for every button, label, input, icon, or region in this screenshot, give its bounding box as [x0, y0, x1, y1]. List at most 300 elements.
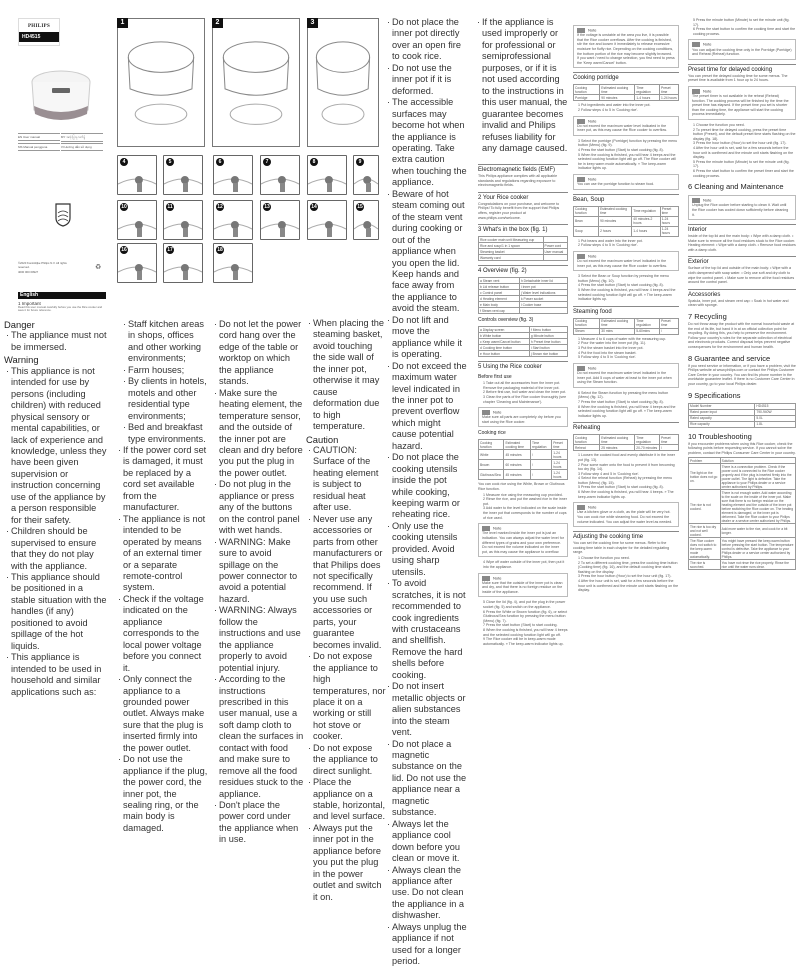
note-heading: Note	[577, 119, 675, 124]
table-cell: The light on the button does not go on.	[689, 464, 721, 490]
table-cell: The rice is not cooked.	[689, 490, 721, 524]
figure-thumb-8	[307, 155, 347, 195]
table-cell: Rice and soup/1 in 1 spoon	[479, 243, 544, 249]
table-cell: Rated capacity	[689, 415, 755, 421]
table-cell: Estimated cooking time	[600, 85, 635, 95]
subsection-heading: Cooking rice	[478, 430, 506, 437]
table-row	[479, 308, 568, 314]
table-cell: Brown	[479, 460, 504, 470]
table-cell: Model Number	[689, 403, 755, 409]
paragraph: Do not throw away the product with the normal household waste at the end of its life, but hand it in at an official collection point for recycling. By doing this, you help to preserve the environment. Follow your country's rules for the separate collection of electrical and electronic products. Correct disposal helps prevent negative consequences for the environment and human health.	[688, 322, 795, 349]
paragraph: You can set the cooking time for some menus. Refer to the cooking time table in each chapter for the detailed regulating range.	[573, 541, 670, 555]
bullet-item: · This appliance is intended to be used in household and similar applications such as:	[4, 652, 108, 698]
table-row	[574, 216, 679, 226]
table-cell: 1-24 hours	[660, 226, 678, 236]
table-cell: 45 minutes	[504, 450, 531, 460]
note-box	[688, 39, 796, 59]
table-row	[574, 328, 679, 334]
table-cell: /	[660, 328, 679, 334]
table-cell: a Display screen	[479, 327, 530, 333]
figure-number: 2	[212, 18, 223, 28]
table-cell: c Control panel	[479, 290, 520, 296]
table-cell: Estimated cooking time	[600, 435, 635, 445]
paragraph: You can cook rice using the White, Brown or Glutinous Rice function.	[478, 482, 565, 492]
table-cell: Porridge	[574, 95, 600, 101]
note-text: Do not exceed the maximum water level indicated in the inner pot, as this may cause the Rice cooker to overflow.	[577, 259, 667, 268]
paragraph: If you encounter problems when using this Rice cooker, check the following points before requesting service. If you cannot solve the problem, contact the Philips Consumer Care Center in your country.	[688, 441, 796, 455]
table-cell: 90 minutes	[600, 95, 635, 101]
figure-number: 3	[307, 18, 318, 28]
figure-number: 1	[117, 18, 128, 28]
table-cell: Rice cooker main unit Measuring cup	[479, 237, 544, 243]
table-cell: Soup	[574, 226, 599, 236]
bullet-item: · To avoid scratches, it is not recommended to cook ingredients with crustaceans and shellfish. Remove the hard shells before cooking.	[385, 578, 467, 681]
important-heading: 1 Important	[18, 301, 41, 306]
table-cell: b Lid release button	[479, 284, 520, 290]
table-cell: f Menu button	[529, 327, 567, 333]
text-column-5	[385, 17, 467, 968]
table-cell: h Preset time button	[529, 339, 567, 345]
bullet-item: · Do not insert metallic objects or alien substances into the steam vent.	[385, 681, 467, 738]
table-cell: Preset time	[660, 206, 678, 216]
table-cell: 40 minutes-2 hours	[632, 216, 660, 226]
section-heading: Caution	[306, 433, 339, 445]
table-cell: There is a connection problem. Check if the power cord is connected to the Rice cooker properly and if the plug is inserted firmly into the power outlet. The light is defective. Take the appliance to your Philips dealer or a service center authorized by Philips.	[720, 464, 795, 490]
table-row	[479, 470, 568, 480]
table-row	[689, 538, 796, 560]
bullet-item: · Don't place the power cord under the appliance when in use.	[212, 800, 304, 846]
numbered-step: 2 Rinse the rice, and put the washed rice in the inner pot.	[483, 497, 567, 506]
table-cell: 5-60mins	[635, 328, 660, 334]
appliance-drawing-icon	[308, 19, 378, 146]
numbered-step: 6 Select the Steam function by pressing the menu button (Menu) (fig. 12).	[578, 390, 669, 400]
figure-number: 13	[264, 204, 270, 210]
note-heading: Note	[577, 505, 675, 510]
sub-bullet-item: · Bed and breakfast type environments.	[116, 422, 208, 445]
figure-thumb-4	[117, 155, 157, 195]
note-text: Make sure all parts are completely dry before you start using the Rice cooker.	[482, 415, 561, 424]
figure-number: 12	[217, 204, 223, 210]
table-cell: 1-24 hours	[552, 450, 568, 460]
philips-logo	[18, 18, 60, 46]
bullet-item: · Only connect the appliance to a grounded power outlet. Always make sure that the plug is inserted firmly into the power outlet.	[116, 674, 208, 754]
numbered-step: 2 To preset time for delayed cooking, press the preset time button (Preset), and the default preset time starts flashing on the display (fig. 18).	[693, 127, 796, 141]
bullet-item: · Do not plug in the appliance or press any of the buttons on the control panel with wet hands.	[212, 479, 304, 536]
note-box	[478, 573, 568, 598]
chapter-heading: 7 Recycling	[688, 312, 727, 322]
section-heading: Warning	[4, 354, 39, 366]
table-cell: c Keep warm/Cancel button	[479, 339, 530, 345]
figure-thumb-17	[163, 243, 203, 283]
figure-number: 6	[216, 158, 224, 166]
table-row	[574, 95, 679, 101]
model-number: HD4515	[19, 32, 59, 42]
table-cell: j Water level indications	[519, 290, 567, 296]
bullet-item: · Do not expose the appliance to direct sunlight.	[306, 743, 386, 777]
figure-thumb-11	[163, 200, 203, 240]
figure-thumb-5	[163, 155, 203, 195]
table-cell: 90 minutes	[599, 216, 632, 226]
table-cell: Cooking function	[574, 435, 600, 445]
note-box	[573, 116, 679, 136]
figure-number: 10	[121, 204, 127, 210]
note-heading: Note	[692, 89, 792, 94]
philips-shield-icon	[55, 203, 71, 227]
numbered-step: 1 Put ingredients and water into the inner pot.	[578, 103, 651, 108]
table-cell: You might have pressed the keep-warm button before pressing the start button. The temperature control is defective. Take the appliance to your Philips dealer or a service center authorized by Philips.	[720, 538, 795, 560]
table-cell: User manual	[543, 249, 567, 255]
table-cell: Cooking function	[574, 206, 599, 216]
table-cell	[519, 308, 567, 314]
figure-thumb-18	[213, 243, 253, 283]
document-code: 4000 000 00927	[18, 270, 39, 275]
bullet-item: · If the appliance is used improperly or for professional or semiprofessional purposes, or if it is not used according to the instructions in this user manual, the guarantee becomes invalid and Philips refuses liability for any damage caused.	[475, 17, 569, 154]
numbered-step: 2 Pour some water onto the food to prevent it from becoming too dry (fig. 14).	[578, 462, 675, 472]
numbered-step: 3 Select the porridge (Porridge) function by pressing the menu button (Menu) (fig. 9).	[578, 138, 678, 148]
bullet-item: · Always clean the appliance after use. Do not clean the appliance in a dishwasher.	[385, 865, 467, 922]
numbered-step: 4 After the hour unit is set, wait for a few seconds before the hour unit is confirmed and the minute unit starts flashing on the display.	[693, 146, 794, 160]
table-cell: 1-24 hours	[660, 216, 678, 226]
section-heading: Reheating	[573, 422, 679, 432]
bullet-item: · If the power cord set is damaged, it must be replaced by a cord set available from the manufacturer.	[116, 445, 208, 514]
numbered-step: 6 When the cooking is finished, you will hear 4 beeps. » The keep-warm indicator lights up.	[578, 490, 674, 499]
chapter-heading: 8 Guarantee and service	[688, 353, 771, 363]
table-cell: Preset time	[552, 440, 568, 450]
numbered-step: 3 Select the Bean or Soup function by pressing the menu button (Menu) (fig. 10).	[578, 274, 669, 283]
table-cell: d Cooking time button	[479, 345, 530, 351]
bullet-item: · According to the instructions prescribed in this user manual, use a soft damp cloth to clean the surfaces in contact with food and make sure to remove all the food residues stuck to the appliance.	[212, 674, 304, 800]
table-cell: /	[531, 460, 552, 470]
data-table	[688, 457, 796, 570]
note-heading: Note	[692, 198, 792, 203]
bullet-item: · The appliance is not intended to be operated by means of an external timer or a separate remote-control system.	[116, 514, 208, 594]
table-cell: Time regulation	[531, 440, 552, 450]
table-cell: j Brown rice button	[529, 351, 567, 357]
language-ms: MS Manual pengguna	[18, 143, 60, 151]
copyright	[18, 262, 78, 275]
bullet-item: · Do not lift and move the appliance while it is operating.	[385, 315, 467, 361]
table-cell: f Steam vent cap	[479, 308, 520, 314]
numbered-step: 2 To set a different cooking time, press the cooking time button (Cooking time) (fig. 16), and the default cooking time starts flashing on the display.	[578, 560, 678, 574]
brand-name: PHILIPS	[27, 24, 51, 29]
table-cell: Rated power input	[689, 409, 755, 415]
paragraph: This Philips appliance complies with all applicable standards and regulations regarding exposure to electromagnetic fields.	[478, 174, 558, 188]
note-heading: Note	[482, 576, 564, 581]
text-column-3	[212, 319, 304, 846]
note-box	[573, 251, 679, 271]
numbered-step: 5 Close the lid (fig. 4), and put the plug in the power socket (fig. 5) and switch on the appliance.	[483, 600, 566, 610]
table-cell: 30 mins	[600, 328, 635, 334]
paragraph: Congratulations on your purchase, and welcome to Philips! To fully benefit from the support that Philips offers, register your product at www.philips.com/welcome.	[478, 201, 560, 220]
table-cell: k Power socket	[519, 296, 567, 302]
numbered-step: 8 When the cooking is finished, you will hear 4 beeps and the selected cooking function light will go off.	[483, 628, 568, 637]
appliance-drawing-icon	[118, 19, 204, 146]
note-heading: Note	[482, 410, 564, 415]
numbered-step: 5 Press the minute button (Minute) to set the minute unit (fig. 17).	[693, 159, 790, 169]
copyright-text: ©2020 Koninklijke Philips N.V. All rights reserved.	[18, 261, 67, 269]
table-cell: Rice capacity	[689, 421, 755, 427]
table-cell: d Heating element	[479, 296, 520, 302]
figure-number: 16	[121, 247, 127, 253]
section-heading: Exterior	[688, 256, 796, 266]
table-cell: 60 minutes	[504, 460, 531, 470]
numbered-step: 5 Press the start button (Start) to start cooking (fig. 8).	[578, 485, 664, 490]
note-heading: Note	[577, 254, 675, 259]
table-row	[574, 226, 679, 236]
figure-thumb-9	[353, 155, 379, 195]
numbered-step: 1 Loosen the cooked food and evenly distribute it in the inner pot (fig. 13).	[578, 453, 675, 462]
numbered-step: 9 The Rice cooker will be in keep-warm mode automatically. » The keep-warm indicator lights up.	[483, 637, 564, 646]
table-cell: Preset time	[660, 318, 679, 328]
language-my: MY အသုံးပြုသူလက်စွဲ	[61, 133, 103, 142]
important-section	[18, 301, 106, 313]
numbered-step: 6 Press the start button to confirm the cooking time and start the cooking process.	[693, 27, 796, 36]
bullet-item: · The appliance must not be immersed.	[4, 330, 108, 353]
section-heading: 3 What's in the box (fig. 1)	[478, 224, 568, 234]
bullet-item: · This appliance is not intended for use by persons (including children) with reduced physical sensory or mental capabilities, or lack of experience and knowledge, unless they have been given supervision or instruction concerning use of the appliance by a person responsible for their safety.	[4, 366, 108, 526]
text-column-7	[478, 160, 568, 646]
table-cell: Estimated cooking time	[504, 440, 531, 450]
note-text: You can use the porridge function to steam food.	[577, 182, 655, 187]
important-text: Read this user manual carefully before you use the Rice cooker and save it for future reference.	[18, 305, 103, 313]
table-cell: The rice is too dry and not well cooked.	[689, 524, 721, 538]
figure-number: 8	[310, 158, 318, 166]
bullet-item: · Always let the appliance cool down before you clean or move it.	[385, 819, 467, 865]
bullet-item: · Do not exceed the maximum water level indicated in the inner pot to prevent overflow which might cause potential hazard.	[385, 361, 467, 453]
table-cell: l Cooker base	[519, 302, 567, 308]
bullet-item: · Do not place the cooking utensils inside the pot while cooking, keeping warm or reheating rice.	[385, 452, 467, 521]
table-cell: 20-70 minutes	[635, 445, 660, 451]
note-heading: Note	[577, 366, 675, 371]
table-cell: Steaming basket	[479, 249, 544, 255]
note-text: The level marked inside the inner pot is just an indication. You can always adjust the water level for different types of grains and your own preference. Do not exceed the volume indicated on the inner pot, as this may cause the appliance to overflow.	[482, 531, 564, 554]
figure-thumb-14	[307, 200, 347, 240]
bullet-item: · WARNING: Always follow the instructions and use the appliance properly to avoid potential injury.	[212, 605, 304, 674]
figure-thumb-12	[213, 200, 253, 240]
sub-bullet-item: · By clients in hotels, motels and other residential type environments;	[116, 376, 208, 422]
bullet-item: · Never use any accessories or parts from other manufacturers or that Philips does not specifically recommend. If you use such accessories or parts, your guarantee becomes invalid.	[306, 514, 386, 651]
note-text: Do not exceed the maximum water level indicated in the inner pot, as this may cause the Rice cooker to overflow.	[577, 123, 667, 133]
table-cell: 790-940W	[755, 409, 796, 415]
note-text: The preset timer is not available in the reheat (Reheat) function. The cooking process will be finished by the time the preset time has elapsed. If the preset time you set is shorter than the cooking time, the appliance will start the cooking process immediately.	[692, 94, 789, 117]
numbered-step: 1 Measure 4 to 6 cups of water with the measuring cup.	[578, 336, 667, 341]
table-cell: 1-4 hours	[635, 95, 660, 101]
data-table	[573, 206, 679, 237]
table-row	[479, 440, 568, 450]
note-box	[688, 86, 796, 120]
bullet-item: · Do not use the appliance if the plug, the power cord, the inner pot, the sealing ring, or the main body is damaged.	[116, 754, 208, 834]
table-cell: Time regulation	[632, 206, 660, 216]
table-cell: 1-24 hours	[552, 470, 568, 480]
table-cell: Power cord	[543, 243, 567, 249]
table-cell: e Main body	[479, 302, 520, 308]
table-cell: 1.8L	[755, 421, 796, 427]
table-cell: The Rice cooker does not switch to the keep-warm mode automatically.	[689, 538, 721, 560]
language-vi: VI Hướng dẫn sử dụng	[61, 143, 103, 151]
language-list	[18, 133, 106, 152]
table-cell: i Inner pot	[519, 284, 567, 290]
bullet-item: · Place the appliance on a stable, horizontal, and level surface.	[306, 777, 386, 823]
text-column-4	[306, 318, 386, 903]
figure-panel-2	[212, 18, 300, 147]
chapter-heading: 9 Specifications	[688, 390, 741, 400]
data-table	[478, 277, 568, 314]
table-cell: Warranty card	[479, 255, 544, 261]
bullet-item: · Always put the inner pot in the appliance before you put the plug in the power outlet and switch it on.	[306, 823, 386, 903]
section-heading: Adjusting the cooking time	[573, 531, 679, 541]
numbered-step: 7 Press the start button (Start) to start cooking (fig. 8).	[578, 399, 664, 404]
table-cell: Cooking function	[479, 440, 504, 450]
figure-number: 4	[120, 158, 128, 166]
section-heading: 2 Your Rice cooker	[478, 192, 568, 202]
numbered-step: 8 When the cooking is finished, you will hear 4 beeps and the selected cooking function light will go off. » The keep-warm indicator lights up.	[578, 404, 676, 418]
numbered-step: 2 Follow steps 4 to 5 in 'Cooking rice'.	[578, 107, 639, 112]
table-cell: e Hour button	[479, 351, 530, 357]
note-box	[478, 523, 568, 557]
data-table	[573, 318, 679, 335]
table-row	[479, 255, 568, 261]
note-heading: Note	[692, 42, 792, 47]
text-column-2	[116, 319, 208, 834]
rice-cooker-image	[30, 68, 92, 124]
figure-number: 7	[263, 158, 271, 166]
figure-number: 18	[217, 247, 223, 253]
table-cell: Cooking function	[574, 318, 600, 328]
data-table	[573, 84, 679, 101]
sub-bullet-item: · Staff kitchen areas in shops, offices and other working environments;	[116, 319, 208, 365]
table-cell: Add more water to the rice, and cook for a bit longer.	[720, 524, 795, 538]
note-box	[573, 25, 679, 68]
numbered-step: 6 Press the start button to confirm the preset timer and start the cooking process.	[693, 168, 794, 178]
bullet-item: · Make sure the heating element, the temperature sensor, and the outside of the inner pot are clean and dry before you put the plug in the power outlet.	[212, 388, 304, 480]
table-cell	[543, 255, 567, 261]
table-cell: a Steam vent	[479, 278, 520, 284]
table-cell: White	[479, 450, 504, 460]
appliance-drawing-icon	[213, 19, 299, 146]
figure-number: 17	[167, 247, 173, 253]
numbered-step: 1 Choose the function you need.	[578, 555, 630, 560]
text-column-9	[688, 18, 796, 572]
numbered-step: 5 When the cooking is finished, you will hear 4 beeps and the selected cooking function light will go off. » The keep-warm indicator lights up.	[578, 288, 676, 302]
data-table	[478, 439, 568, 480]
bullet-item: · Children should be supervised to ensure that they do not play with the appliance.	[4, 526, 108, 572]
bullet-item: · This appliance should be positioned in a stable situation with the handles (if any) positioned to avoid spillage of the hot liquids.	[4, 572, 108, 652]
table-cell: 2 hours	[599, 226, 632, 236]
chapter-heading: 10 Troubleshooting	[688, 431, 752, 441]
table-row	[574, 85, 679, 95]
table-cell: Time regulation	[635, 85, 660, 95]
table-cell: Cooking function	[574, 85, 600, 95]
table-cell: 1-4 hours	[632, 226, 660, 236]
figure-thumb-15	[353, 200, 379, 240]
subsection-heading: Before first use	[478, 374, 512, 381]
numbered-step: 5 Press the minute button (Minute) to set the minute unit (fig. 17).	[693, 18, 790, 27]
section-heading: Electromagnetic fields (EMF)	[478, 164, 568, 174]
section-heading: Accessories	[688, 289, 796, 299]
figure-thumb-16	[117, 243, 157, 283]
section-heading: Bean, Soup	[573, 194, 679, 204]
paragraph: Inside of the top lid and the main body: • Wipe with a damp cloth. • Make sure to remove all the food residues stuck to the Rice cooker. Heating element: • Wipe with a damp cloth. • Remove food residues with a damp cloth.	[688, 234, 796, 252]
table-cell: b White button	[479, 333, 530, 339]
bullet-item: · WARNING: Make sure to avoid spillage on the power connector to avoid a potential hazard.	[212, 537, 304, 606]
numbered-step: 4 Press the start button (Start) to start cooking (fig. 8).	[578, 148, 664, 153]
table-row	[574, 318, 679, 328]
figure-number: 15	[357, 204, 363, 210]
figure-panel-1	[117, 18, 205, 147]
note-text: Use a kitchen glove or a cloth, as the plate will be very hot. You can cook rice while steaming food. Do not exceed the volume indicated. You can adjust the water level as needed.	[577, 510, 673, 524]
data-table	[688, 403, 796, 428]
bullet-item: · Only use the cooking utensils provided. Avoid using sharp utensils.	[385, 521, 467, 578]
paragraph: If you need service or information, or if you have a problem, visit the Philips website at www.philips.com or contact the Philips Customer Care Center in your country. You can find its phone number in the worldwide guarantee leaflet. If there is no Customer Care Center in your country, go to your local Philips dealer.	[688, 363, 796, 386]
paragraph: You can preset the delayed cooking time for some menus. The preset time is available from 1 hour up to 24 hours.	[688, 73, 788, 83]
table-cell: i Start button	[529, 345, 567, 351]
language-tab: English	[18, 292, 106, 299]
section-heading: 5 Using the Rice cooker	[478, 361, 568, 371]
numbered-step: 4 Put the food into the steam basket.	[578, 350, 637, 355]
data-table	[478, 326, 568, 357]
table-cell: Preset time	[660, 435, 679, 445]
section-heading: Steaming food	[573, 306, 679, 316]
table-cell: g Minute button	[529, 333, 567, 339]
figure-number: 9	[356, 158, 364, 166]
bullet-item: · Do not place a magnetic substance on the lid. Do not use the appliance near a magnetic substance.	[385, 739, 467, 819]
bullet-item: · Check if the voltage indicated on the appliance corresponds to the local power voltage before you connect it.	[116, 594, 208, 674]
note-heading: Note	[577, 177, 675, 182]
table-cell: Problem	[689, 458, 721, 464]
note-heading: Note	[577, 28, 675, 33]
table-row	[479, 450, 568, 460]
table-row	[689, 560, 796, 570]
table-cell: /	[660, 445, 679, 451]
note-heading: Note	[482, 526, 564, 531]
numbered-step: 5 When the cooking is finished, you will hear 4 beeps and the selected cooking function light will go off. The Rice cooker will be in keep warm mode automatically. » The keep-warm indicator lights up.	[578, 152, 676, 171]
table-cell: /	[531, 470, 552, 480]
table-row	[689, 524, 796, 538]
numbered-step: 6 Press the White or Brown function (fig. 6), or select Glutinous/Sea function by pressing the menu button (Menu) (fig. 7).	[483, 609, 568, 623]
numbered-step: 3 Put the steam basket into the inner pot.	[578, 346, 644, 351]
table-cell: Steam	[574, 328, 600, 334]
table-row	[574, 435, 679, 445]
table-cell: Estimated cooking time	[600, 318, 635, 328]
numbered-step: 1 Put beans and water into the inner pot.	[578, 238, 643, 243]
table-cell: 5.0L	[755, 415, 796, 421]
table-row	[479, 460, 568, 470]
numbered-step: 7 Press the start button (Start) to start cooking.	[483, 623, 558, 628]
table-cell: The rice is scorched.	[689, 560, 721, 570]
figure-number: 11	[167, 204, 173, 210]
bullet-item: · Do not use the inner pot if it is deformed.	[385, 63, 467, 97]
figure-thumb-7	[260, 155, 300, 195]
numbered-step: 4 Wipe off water outside of the inner pot, then put it into the appliance.	[483, 560, 565, 569]
table-cell: 25 minutes	[600, 445, 635, 451]
note-text: Do not exceed the maximum water level indicated in the inner pot. Add 5 cups of water at least to the inner pot when using the Steam function.	[577, 370, 672, 385]
numbered-step: 3 Press the hour button (Hour) to set the hour unit (fig. 17).	[578, 574, 672, 579]
bullet-item: · Always unplug the appliance if not used for a longer period.	[385, 922, 467, 968]
numbered-step: 2 Before first use, boil water and clean the inner pot.	[483, 390, 567, 395]
table-cell: Preset time	[660, 85, 679, 95]
section-heading: 4 Overview (fig. 2)	[478, 265, 568, 275]
table-row	[479, 351, 568, 357]
numbered-step: 2 Pour the water into the inner pot (fig. 11).	[578, 341, 647, 346]
table-row	[689, 464, 796, 490]
numbered-step: 5 Follow step 4 to 5 in 'Cooking rice'.	[578, 355, 637, 360]
bullet-item: · Beware of hot steam coming out of the steam vent during cooking or out of the appliance when you open the lid. Keep hands and face away from the appliance to avoid the steam.	[385, 189, 467, 315]
numbered-step: 3 Clean the parts of the Rice cooker thoroughly (see chapter 'Cleaning and Maintenance').	[483, 394, 567, 404]
text-column-6	[475, 17, 569, 154]
text-column-1	[4, 318, 108, 698]
note-box	[573, 502, 679, 527]
note-box	[688, 195, 796, 220]
